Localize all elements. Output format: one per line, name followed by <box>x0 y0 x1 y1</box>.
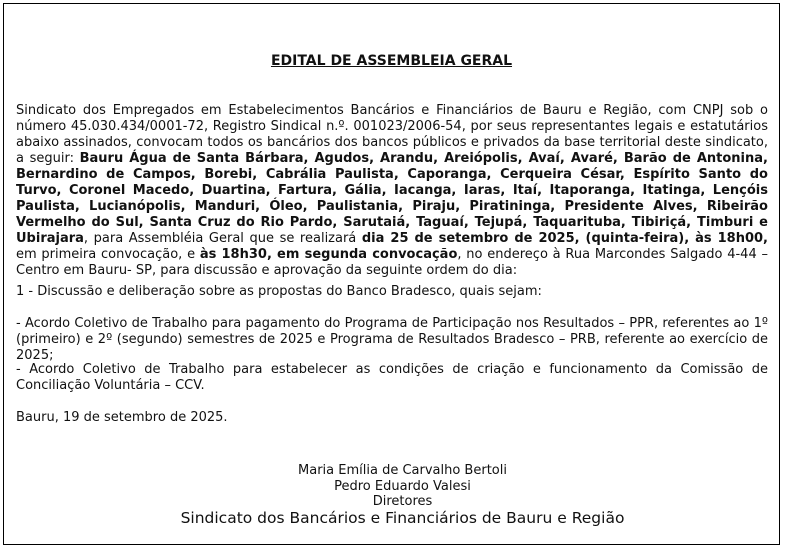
intro-paragraph <box>16 103 768 279</box>
signatory-name-2: Pedro Eduardo Valesi <box>334 479 471 494</box>
place-and-date: Bauru, 19 de setembro de 2025. <box>16 410 228 425</box>
intro-text-2: , para Assembléia Geral que se realizará <box>83 231 362 246</box>
agenda-item-1: 1 - Discussão e deliberação sobre as propostas do Banco Bradesco, quais sejam: <box>16 284 542 299</box>
intro-text-4: , no endereço à Rua Marcondes Salgado 4-44 – Centro em Bauru- SP, para discussão e aprovação da seguinte ordem do dia: <box>16 247 768 278</box>
first-call-date: dia 25 de setembro de 2025, (quinta-feira), às 18h00, <box>361 231 768 246</box>
signatory-role: Diretores <box>372 494 433 509</box>
signatory-name-1: Maria Emília de Carvalho Bertoli <box>298 463 507 478</box>
notice-title: EDITAL DE ASSEMBLEIA GERAL <box>270 53 513 69</box>
notice-page <box>3 3 780 545</box>
agenda-point-ppr: - Acordo Coletivo de Trabalho para pagamento do Programa de Participação nos Resultados – PPR, referentes ao 1º (primeiro) e 2º (segundo) semestres de 2025 e Programa de Resultados Bradesco – PRB, referente ao exercício de 2025; <box>16 316 768 363</box>
agenda-point-ccv: - Acordo Coletivo de Trabalho para estabelecer as condições de criação e funcionamento da Comissão de Conciliação Voluntária – CCV. <box>16 362 768 393</box>
intro-text-3: em primeira convocação, e <box>16 247 200 262</box>
second-call-time: às 18h30, em segunda convocação <box>199 247 458 262</box>
intro-text-1: Sindicato dos Empregados em Estabelecimentos Bancários e Financiários de Bauru e Região, com CNPJ sob o número 45.030.434/0001-72, Registro Sindical n.º. 001023/2006-54, por seus representantes legais e estatutários abaixo assinados, convocam todos os bancários dos bancos públicos e privados da base territorial deste sindicato, a seguir: <box>16 103 768 166</box>
organization-name: Sindicato dos Bancários e Financiários de Bauru e Região <box>180 509 625 527</box>
cities-list: Bauru Água de Santa Bárbara, Agudos, Arandu, Areiópolis, Avaí, Avaré, Barão de Antonina, Bernardino de Campos, Borebi, Cabrália Paulista, Caporanga, Cerqueira César, Espírito Santo do Turvo, Coronel Macedo, Duartina, Fartura, Gália, Iacanga, Iaras, Itaí, Itaporanga, Itatinga, Lençóis Paulista, Lucianópolis, Manduri, Óleo, Paulistania, Piraju, Piratininga, Presidente Alves, Ribeirão Vermelho do Sul, Santa Cruz do Rio Pardo, Sarutaiá, Taguaí, Tejupá, Taquarituba, Tibiriçá, Timburi e Ubirajara <box>16 151 768 246</box>
